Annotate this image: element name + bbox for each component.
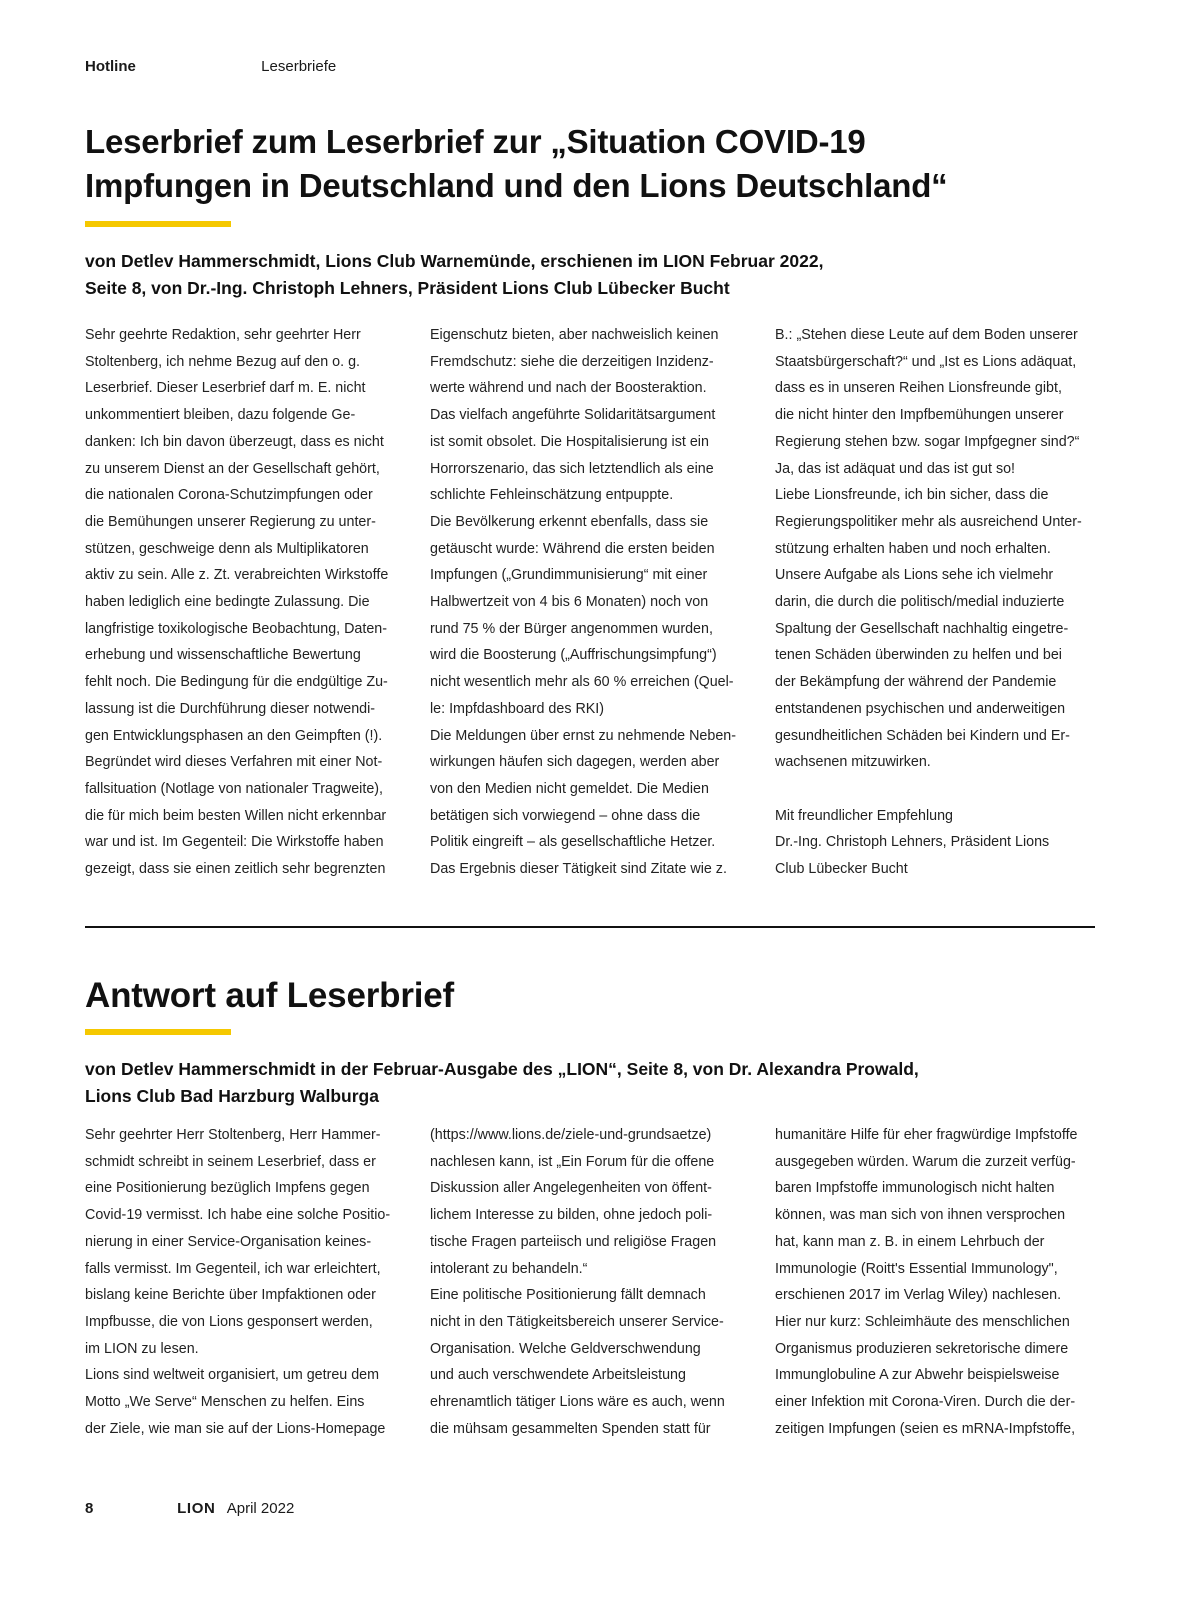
article1-accent-bar [85,221,231,227]
article1-byline [85,248,1095,302]
article2-title: Antwort auf Leserbrief [85,976,454,1015]
subsection-label: Leserbriefe [261,58,337,75]
article2-byline [85,1056,1095,1110]
section-label: Hotline [85,58,136,75]
article2-column-2: (https://www.lions.de/ziele-und-grundsaetze) nachlesen kann, ist „Ein Forum für die offene Diskussion aller Angelegenheiten von öffent- lichem Interesse zu bilden, ohne jedoch poli- tische Fragen parteiisch und religiöse Fragen intolerant zu behandeln.“ Eine politische Positionierung fällt demnach nicht in den Tätigkeitsbereich unserer Service- Organisation. Welche Geldverschwendung und auch verschwendete Arbeitsleistung ehrenamtlich tätiger Lions wäre es auch, wenn die mühsam gesammelten Spenden statt für [430,1127,725,1437]
article1-column-3: B.: „Stehen diese Leute auf dem Boden unserer Staatsbürgerschaft?“ und „Ist es Lions adäquat, dass es in unseren Reihen Lionsfreunde gibt, die nicht hinter den Impfbemühungen unserer Regierung stehen bzw. sogar Impfgegner sind?“ Ja, das ist adäquat und das ist gut so! Liebe Lionsfreunde, ich bin sicher, dass die Regierungspolitiker mehr als ausreichend Unter- stützung erhalten haben und noch erhalten. Unsere Aufgabe als Lions sehe ich vielmehr darin, die durch die politisch/medial induzierte Spaltung der Gesellschaft nachhaltig eingetre- tenen Schäden überwinden zu helfen und bei der Bekämpfung der während der Pandemie entstandenen psychischen und anderweitigen gesundheitlichen Schäden bei Kindern und Er- wachsenen mitzuwirken. Mit freundlicher Empfehlung Dr.-Ing. Christoph Lehners, Präsident Lions Club Lübecker Bucht [775,327,1082,878]
article1-title-line1: Leserbrief zum Leserbrief zur „Situation COVID-19 [85,123,866,160]
article1-column-1: Sehr geehrte Redaktion, sehr geehrter Herr Stoltenberg, ich nehme Bezug auf den o. g. Leserbrief. Dieser Leserbrief darf m. E. nicht unkommentiert bleiben, dazu folgende Ge- danken: Ich bin davon überzeugt, dass es nicht zu unserem Dienst an der Gesellschaft gehört, die nationalen Corona-Schutzimpfungen oder die Bemühungen unserer Regierung zu unter- stützen, geschweige denn als Multiplikatoren aktiv zu sein. Alle z. Zt. verabreichten Wirkstoffe haben lediglich eine bedingte Zulassung. Die langfristige toxikologische Beobachtung, Daten- erhebung und wissenschaftliche Bewertung fehlt noch. Die Bedingung für die endgültige Zu- lassung ist die Durchführung dieser notwendi- gen Entwicklungsphasen an den Geimpften (!). Begründet wird dieses Verfahren mit einer Not- fallsituation (Notlage von nationaler Tragweite), die für mich beim besten Willen nicht erkennbar war und ist. Im Gegenteil: Die Wirkstoffe haben gezeigt, dass sie einen zeitlich sehr begrenzten [85,327,389,878]
magazine-name: LION [177,1500,216,1517]
article2-column-1: Sehr geehrter Herr Stoltenberg, Herr Hammer- schmidt schreibt in seinem Leserbrief, dass er eine Positionierung bezüglich Impfens gegen Covid-19 vermisst. Ich habe eine solche Positio- nierung in einer Service-Organisation keines- falls vermisst. Im Gegenteil, ich war erleichtert, bislang keine Berichte über Impfaktionen oder Impfbusse, die von Lions gesponsert werden, im LION zu lesen. Lions sind weltweit organisiert, um getreu dem Motto „We Serve“ Menschen zu helfen. Eins der Ziele, wie man sie auf der Lions-Homepage [85,1127,391,1437]
article2-byline-line2: Lions Club Bad Harzburg Walburga [85,1086,379,1106]
page-header [85,58,336,75]
article1-byline-line2: Seite 8, von Dr.-Ing. Christoph Lehners, Präsident Lions Club Lübecker Bucht [85,278,730,298]
article1-column-2: Eigenschutz bieten, aber nachweislich keinen Fremdschutz: siehe die derzeitigen Inzidenz- werte während und nach der Boosteraktion. Das vielfach angeführte Solidaritätsargument ist somit obsolet. Die Hospitalisierung ist ein Horrorszenario, das sich letztendlich als eine schlichte Fehleinschätzung entpuppte. Die Bevölkerung erkennt ebenfalls, dass sie getäuscht wurde: Während die ersten beiden Impfungen („Grundimmunisierung“ mit einer Halbwertzeit von 4 bis 6 Monaten) noch von rund 75 % der Bürger angenommen wurden, wird die Boosterung („Auffrischungsimpfung“) nicht wesentlich mehr als 60 % erreichen (Quel- le: Impfdashboard des RKI) Die Meldungen über ernst zu nehmende Neben- wirkungen häufen sich dagegen, werden aber von den Medien nicht gemeldet. Die Medien betätigen sich vorwiegend – ohne dass die Politik eingreift – als gesellschaftliche Hetzer. Das Ergebnis dieser Tätigkeit sind Zitate wie z. [430,327,736,878]
article2-byline-line1: von Detlev Hammerschmidt in der Februar-Ausgabe des „LION“, Seite 8, von Dr. Alexandra Prowald, [85,1059,919,1079]
page-number: 8 [85,1500,94,1517]
page-footer [85,1500,294,1517]
issue-date: April 2022 [226,1500,295,1517]
article1-title-line2: Impfungen in Deutschland und den Lions Deutschland“ [85,167,948,204]
article2-accent-bar [85,1029,231,1035]
section-divider [85,926,1095,928]
article1-byline-line1: von Detlev Hammerschmidt, Lions Club Warnemünde, erschienen im LION Februar 2022, [85,251,824,271]
article2-column-3: humanitäre Hilfe für eher fragwürdige Impfstoffe ausgegeben würden. Warum die zurzeit verfüg- baren Impfstoffe immunologisch nicht halten können, was man sich von ihnen versprochen hat, kann man z. B. in einem Lehrbuch der Immunologie (Roitt's Essential Immunology", erschienen 2017 im Verlag Wiley) nachlesen. Hier nur kurz: Schleimhäute des menschlichen Organismus produzieren sekretorische dimere Immunglobuline A zur Abwehr beispielsweise einer Infektion mit Corona-Viren. Durch die der- zeitigen Impfungen (seien es mRNA-Impfstoffe, [775,1127,1078,1437]
article1-title [85,120,947,208]
